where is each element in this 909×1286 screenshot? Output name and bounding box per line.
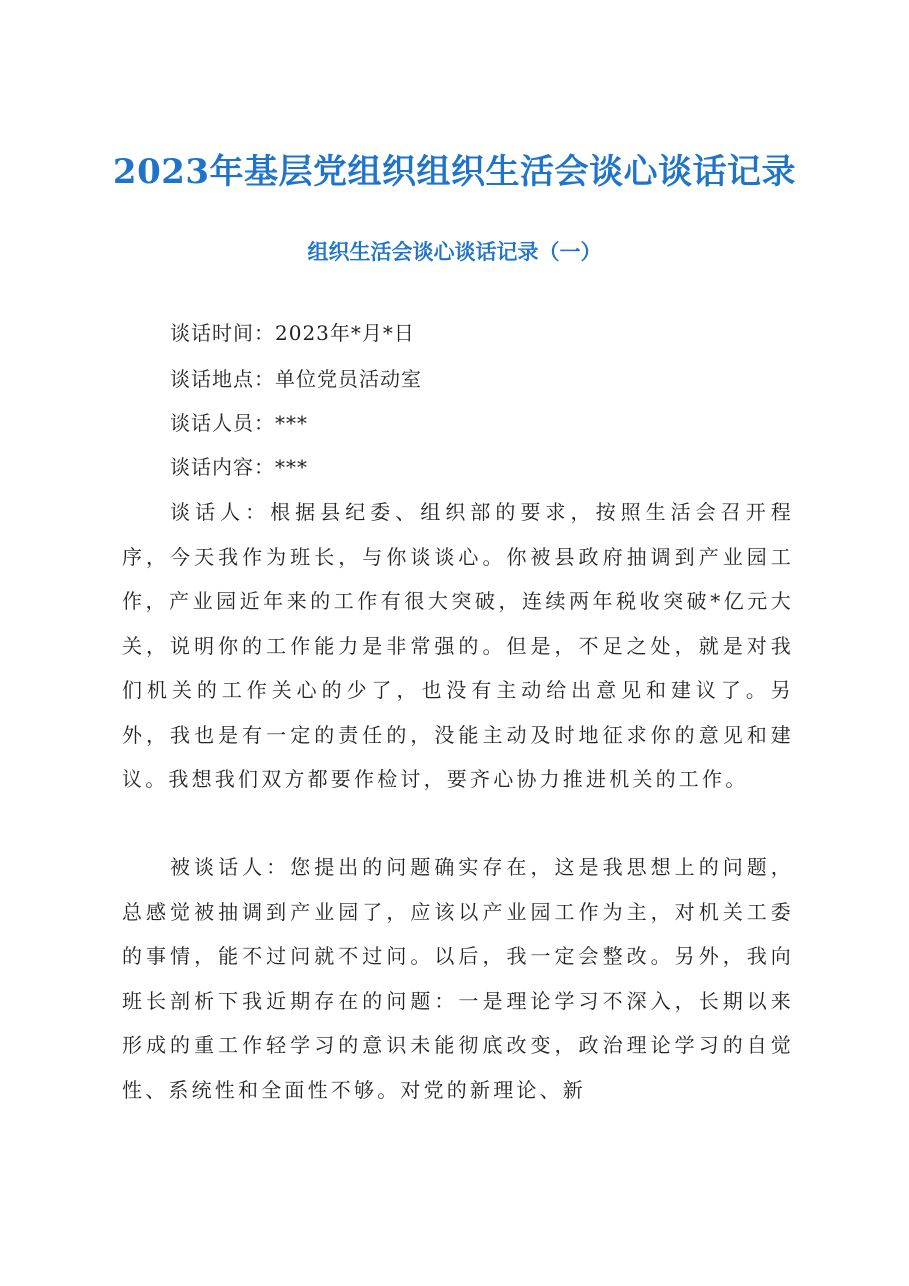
document-subtitle: 组织生活会谈心谈话记录（一） xyxy=(307,240,602,264)
meta-participants-label: 谈话人员： xyxy=(170,411,275,435)
document-title: 2023年基层党组织组织生活会谈心谈话记录 xyxy=(112,152,797,192)
meta-content xyxy=(170,452,308,482)
paragraph-interviewer: 谈话人：根据县纪委、组织部的要求，按照生活会召开程序，今天我作为班长，与你谈谈心。你被县政府抽调到产业园工作，产业园近年来的工作有很大突破，连续两年税收突破*亿元大关，说明你的工作能力是非常强的。但是，不足之处，就是对我们机关的工作关心的少了，也没有主动给出意见和建议了。另外，我也是有一定的责任的，没能主动及时地征求你的意见和建议。我想我们双方都要作检讨，要齐心协力推进机关的工作。 xyxy=(122,500,794,791)
meta-content-label: 谈话内容： xyxy=(170,455,275,479)
meta-location-label: 谈话地点： xyxy=(170,367,275,391)
meta-content-value: *** xyxy=(275,455,308,479)
meta-participants-value: *** xyxy=(275,411,308,435)
meta-location-value: 单位党员活动室 xyxy=(275,367,422,391)
meta-time xyxy=(170,318,415,348)
meta-participants xyxy=(170,408,308,438)
meta-time-label: 谈话时间： xyxy=(170,321,275,345)
meta-time-value: 2023年*月*日 xyxy=(275,321,415,345)
paragraph-interviewee: 被谈话人：您提出的问题确实存在，这是我思想上的问题，总感觉被抽调到产业园了，应该以产业园工作为主，对机关工委的事情，能不过问就不过问。以后，我一定会整改。另外，我向班长剖析下我近期存在的问题：一是理论学习不深入，长期以来形成的重工作轻学习的意识未能彻底改变，政治理论学习的自觉性、系统性和全面性不够。对党的新理论、新 xyxy=(122,855,794,1102)
meta-location xyxy=(170,364,422,394)
